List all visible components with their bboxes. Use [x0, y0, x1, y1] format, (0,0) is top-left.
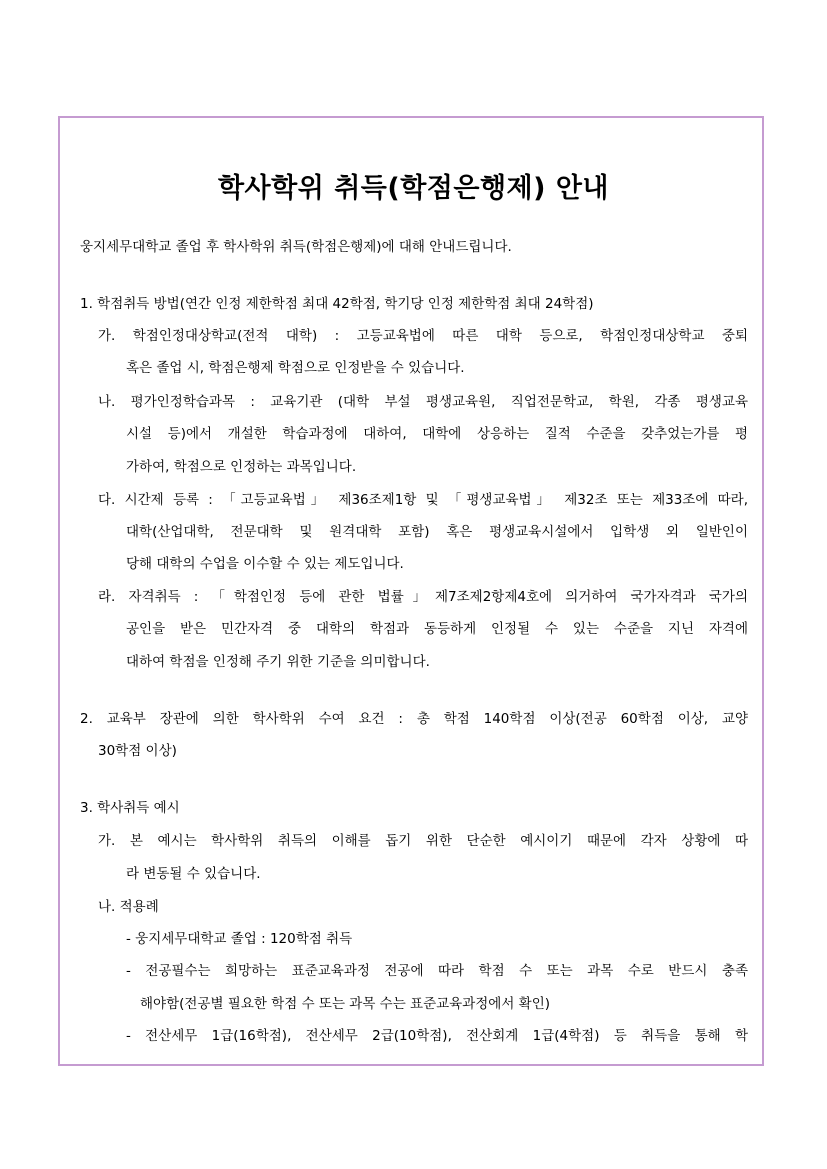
intro-text: 웅지세무대학교 졸업 후 학사학위 취득(학점은행제)에 대해 안내드립니다.	[80, 239, 512, 255]
section3-bullet-2-cont: 해야함(전공별 필요한 학점 수 또는 과목 수는 표준교육과정에서 확인)	[140, 996, 551, 1012]
section1-na-line1: 나. 평가인정학습과목 : 교육기관 (대학 부설 평생교육원, 직업전문학교, 학원, 각종 평생교육	[98, 394, 748, 410]
section3-ga-line2: 라 변동될 수 있습니다.	[126, 866, 261, 882]
section1-ra-line1: 라. 자격취득 : 「학점인정 등에 관한 법률」제7조제2항제4호에 의거하여 국가자격과 국가의	[98, 589, 748, 605]
section1-ga-line1: 가. 학점인정대상학교(전적 대학) : 고등교육법에 따른 대학 등으로, 학점인정대상학교 중퇴	[98, 328, 748, 344]
section3-na-heading: 나. 적용례	[98, 899, 159, 915]
page-title: 학사학위 취득(학점은행제) 안내	[217, 173, 610, 204]
section3-ga-line1: 가. 본 예시는 학사학위 취득의 이해를 돕기 위한 단순한 예시이기 때문에 각자 상황에 따	[98, 833, 748, 849]
section3-bullet-2: - 전공필수는 희망하는 표준교육과정 전공에 따라 학점 수 또는 과목 수로 반드시 충족	[126, 963, 748, 979]
section1-da-line2: 대학(산업대학, 전문대학 및 원격대학 포함) 혹은 평생교육시설에서 입학생 외 일반인이	[126, 524, 748, 540]
section1-ra-line2: 공인을 받은 민간자격 중 대학의 학점과 동등하게 인정될 수 있는 수준을 지닌 자격에	[126, 621, 748, 637]
section1-da-line1: 다. 시간제 등록 : 「고등교육법」 제36조제1항 및 「평생교육법」 제32조 또는 제33조에 따라,	[98, 492, 748, 508]
section1-na-line2: 시설 등)에서 개설한 학습과정에 대하여, 대학에 상응하는 질적 수준을 갖추었는가를 평	[126, 426, 748, 442]
section1-ra-line3: 대하여 학점을 인정해 주기 위한 기준을 의미합니다.	[126, 654, 430, 670]
section1-ga-line2: 혹은 졸업 시, 학점은행제 학점으로 인정받을 수 있습니다.	[126, 360, 465, 376]
section3-heading: 3. 학사취득 예시	[80, 800, 180, 816]
section2-line2: 30학점 이상)	[98, 743, 177, 759]
section1-da-line3: 당해 대학의 수업을 이수할 수 있는 제도입니다.	[126, 556, 404, 572]
section2-line1: 2. 교육부 장관에 의한 학사학위 수여 요건 : 총 학점 140학점 이상(전공 60학점 이상, 교양	[80, 711, 748, 727]
section3-bullet-1: - 웅지세무대학교 졸업 : 120학점 취득	[126, 931, 353, 947]
section3-bullet-3: - 전산세무 1급(16학점), 전산세무 2급(10학점), 전산회계 1급(4학점) 등 취득을 통해 학	[126, 1028, 748, 1044]
section1-heading: 1. 학점취득 방법(연간 인정 제한학점 최대 42학점, 학기당 인정 제한학점 최대 24학점)	[80, 296, 594, 312]
section1-na-line3: 가하여, 학점으로 인정하는 과목입니다.	[126, 459, 357, 475]
